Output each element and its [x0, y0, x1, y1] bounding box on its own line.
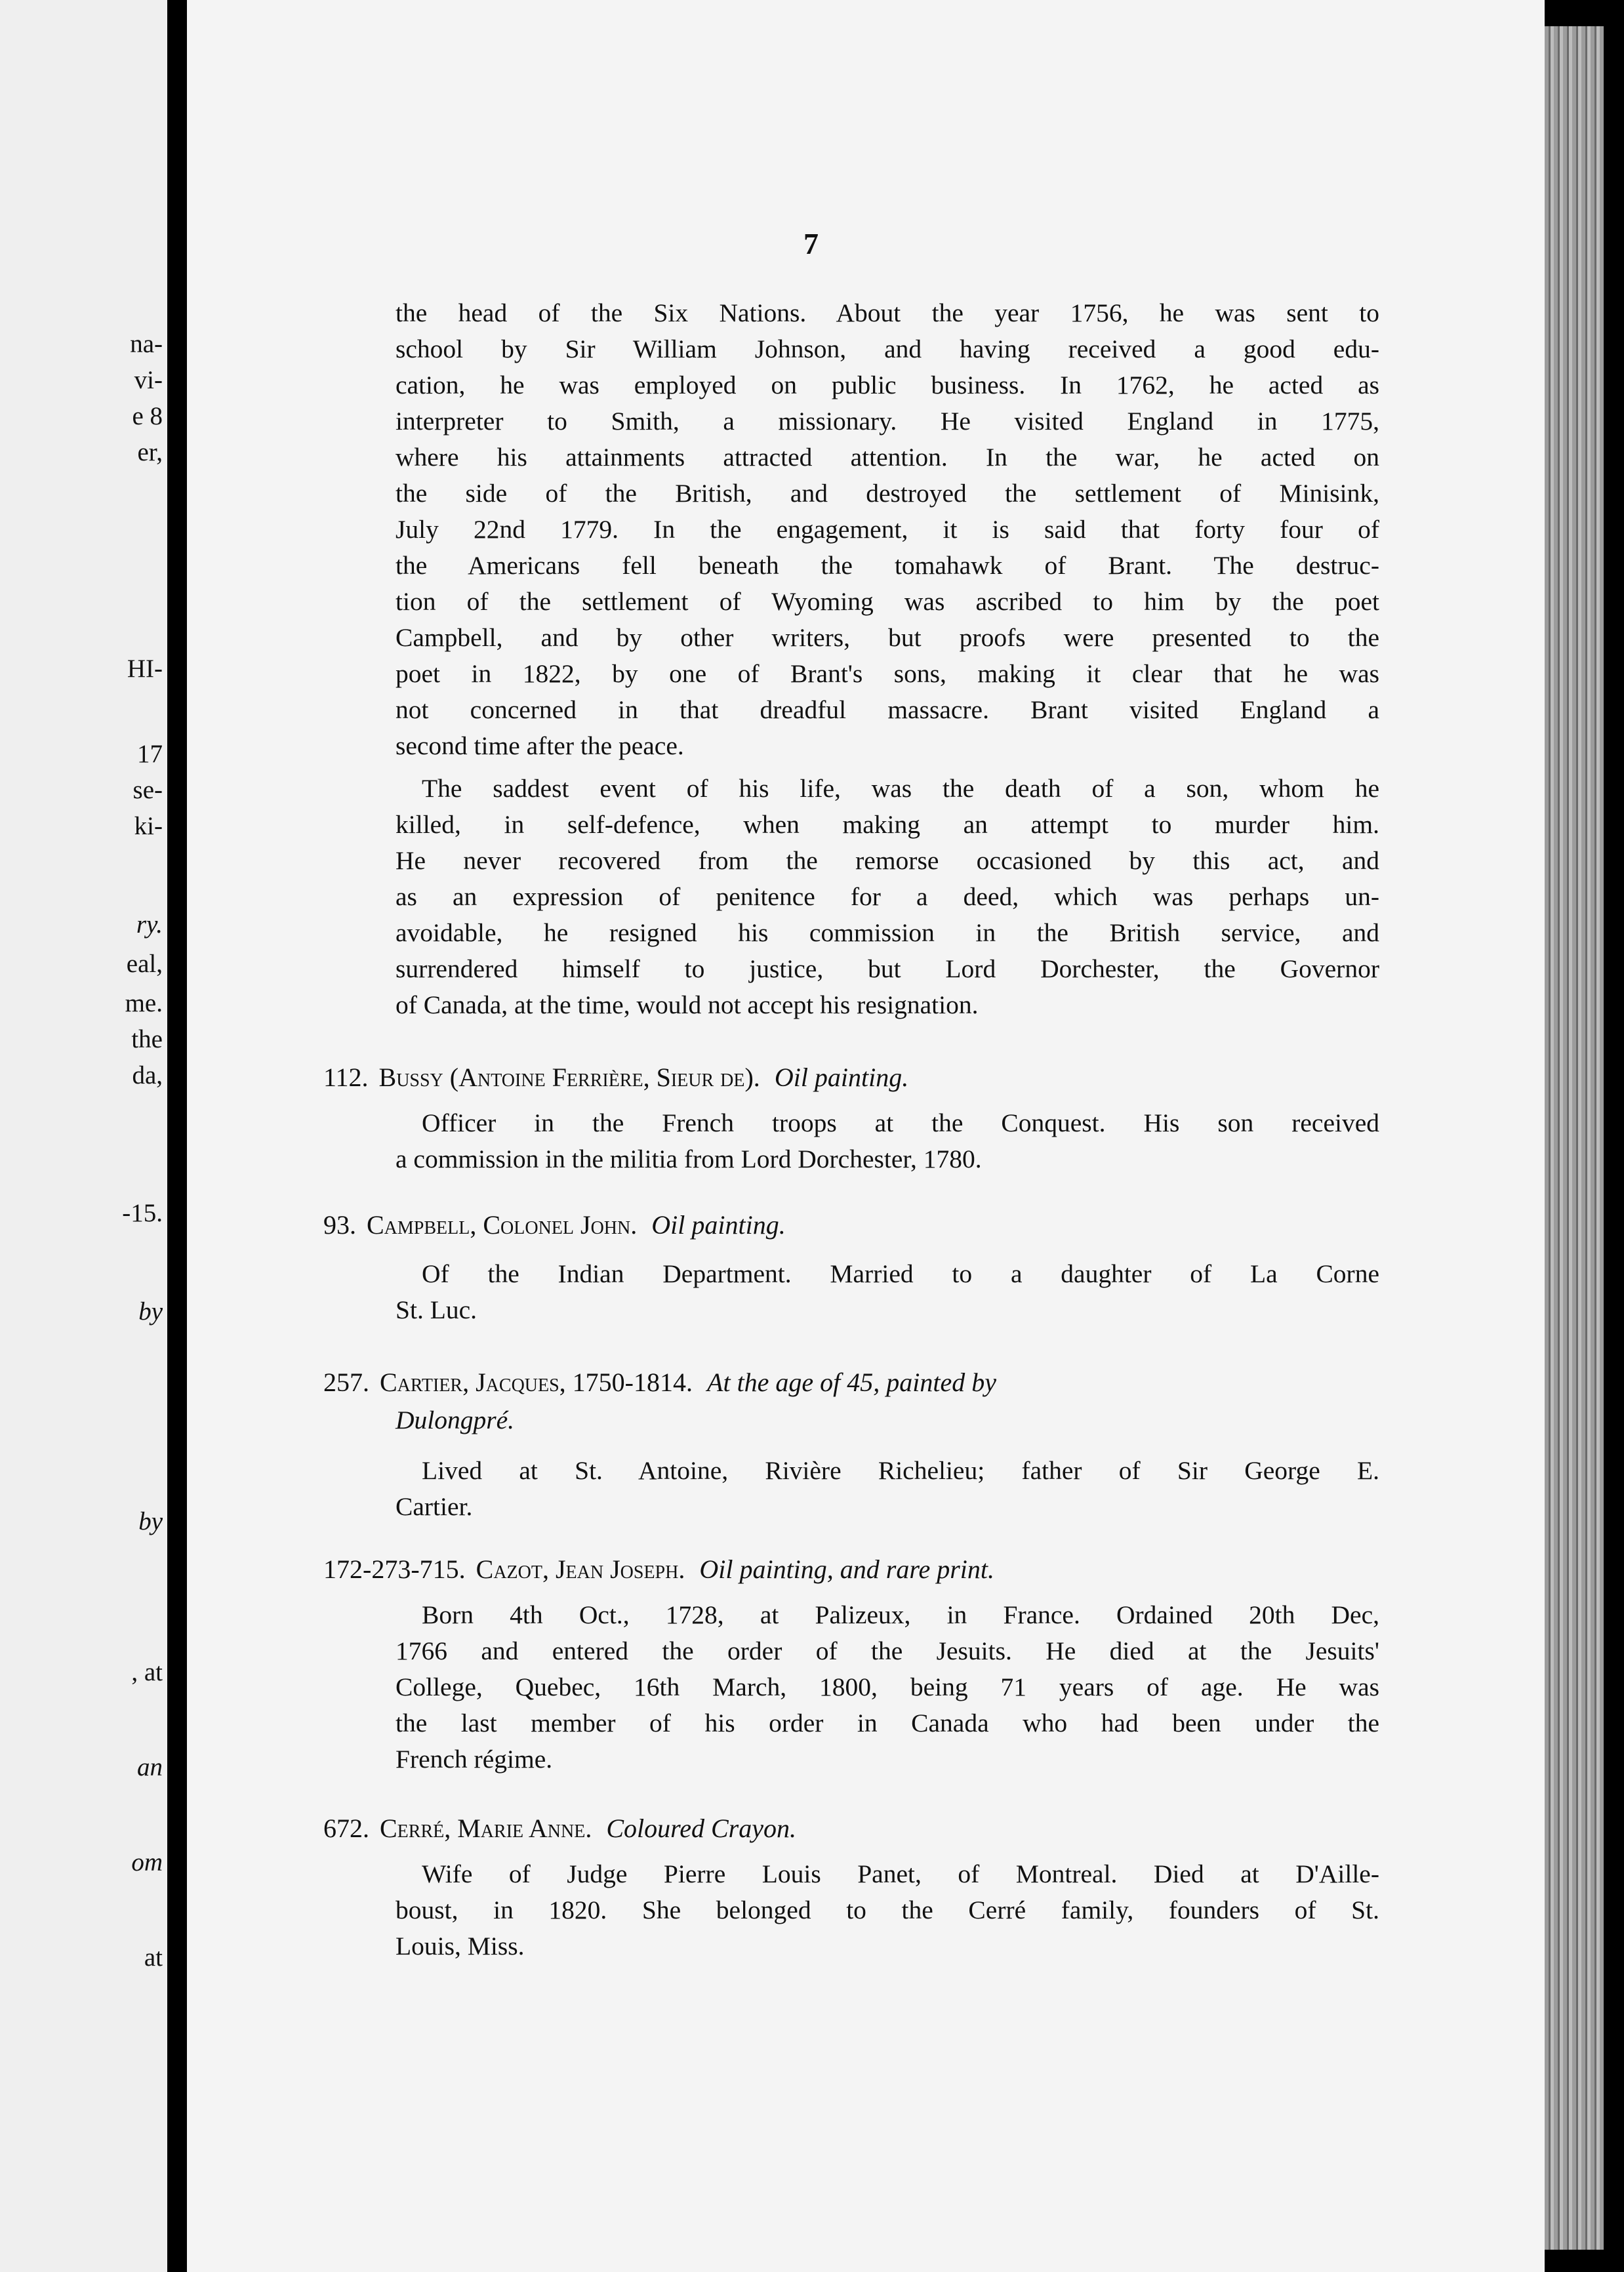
entry-name: Campbell, Colonel John.	[367, 1210, 638, 1240]
entry-text-line: French régime.	[396, 1745, 553, 1774]
facing-page-fragment	[0, 0, 167, 2272]
entry-heading	[323, 1364, 1379, 1400]
facing-page-text: vi-	[134, 366, 163, 394]
facing-page-text: the	[131, 1025, 163, 1053]
entry-heading	[323, 1810, 1379, 1846]
entry-heading	[323, 1059, 1379, 1095]
book-page	[187, 0, 1545, 2272]
facing-page-text: eal,	[126, 950, 163, 978]
text-line: killed, in self-defence, when making an attempt to murder him.	[396, 810, 1379, 839]
entry-text-line: boust, in 1820. She belonged to the Cerré family, founders of St.	[396, 1896, 1379, 1924]
text-line: He never recovered from the remorse occasioned by this act, and	[396, 846, 1379, 875]
text-line: the Americans fell beneath the tomahawk of Brant. The destruc-	[396, 551, 1379, 580]
facing-page-text: at	[144, 1943, 163, 1972]
entry-text-line: Wife of Judge Pierre Louis Panet, of Montreal. Died at D'Aille-	[422, 1859, 1379, 1888]
entry-number: 672.	[323, 1814, 369, 1843]
text-line: avoidable, he resigned his commission in the British service, and	[396, 918, 1379, 947]
facing-page-text: na-	[130, 330, 163, 358]
page-edges	[1545, 26, 1604, 2250]
text-line: poet in 1822, by one of Brant's sons, making it clear that he was	[396, 659, 1379, 688]
entry-text-line: Louis, Miss.	[396, 1932, 525, 1960]
text-line: Campbell, and by other writers, but proofs were presented to the	[396, 623, 1379, 652]
entry-text-line: Cartier.	[396, 1492, 473, 1521]
facing-page-text: se-	[132, 776, 163, 804]
text-line: the head of the Six Nations. About the year 1756, he was sent to	[396, 298, 1379, 327]
entry-medium: Coloured Crayon.	[606, 1814, 796, 1843]
entry-number: 257.	[323, 1368, 369, 1397]
facing-page-text: ry.	[136, 910, 163, 939]
facing-page-text: , at	[131, 1658, 163, 1686]
text-line: second time after the peace.	[396, 731, 684, 760]
entry-text-line: College, Quebec, 16th March, 1800, being 71 years of age. He was	[396, 1673, 1379, 1701]
text-line: of Canada, at the time, would not accept his resignation.	[396, 990, 979, 1019]
entry-medium: Oil painting.	[774, 1063, 909, 1092]
facing-page-text: er,	[137, 438, 163, 466]
text-line: cation, he was employed on public business. In 1762, he acted as	[396, 371, 1379, 399]
entry-name: Cazot, Jean Joseph.	[476, 1554, 685, 1584]
facing-page-text: by	[138, 1297, 163, 1326]
entry-medium: Oil painting, and rare print.	[699, 1554, 994, 1584]
text-line: school by Sir William Johnson, and having received a good edu-	[396, 335, 1379, 363]
entry-name: Bussy (Antoine Ferrière, Sieur de).	[378, 1063, 760, 1092]
entry-text-line: 1766 and entered the order of the Jesuits. He died at the Jesuits'	[396, 1636, 1379, 1665]
text-line: interpreter to Smith, a missionary. He visited England in 1775,	[396, 407, 1379, 436]
text-line: the side of the British, and destroyed the settlement of Minisink,	[396, 479, 1379, 508]
facing-page-text: HI-	[127, 655, 163, 683]
entry-text-line: Lived at St. Antoine, Rivière Richelieu; father of Sir George E.	[422, 1456, 1379, 1485]
facing-page-text: 17	[137, 740, 163, 768]
facing-page-text: da,	[132, 1061, 163, 1089]
text-line: tion of the settlement of Wyoming was ascribed to him by the poet	[396, 587, 1379, 616]
facing-page-text: e 8	[132, 402, 163, 430]
entry-heading	[323, 1207, 1379, 1243]
entry-text-line: a commission in the militia from Lord Dorchester, 1780.	[396, 1145, 982, 1173]
text-line: not concerned in that dreadful massacre. Brant visited England a	[396, 695, 1379, 724]
facing-page-text: by	[138, 1507, 163, 1535]
entry-text-line: the last member of his order in Canada who had been under the	[396, 1709, 1379, 1737]
book-gutter	[167, 0, 187, 2272]
entry-text-line: Of the Indian Department. Married to a daughter of La Corne	[422, 1259, 1379, 1288]
text-line: July 22nd 1779. In the engagement, it is said that forty four of	[396, 515, 1379, 544]
entry-text-line: Officer in the French troops at the Conquest. His son received	[422, 1108, 1379, 1137]
text-line: The saddest event of his life, was the death of a son, whom he	[422, 774, 1379, 803]
entry-text-line: St. Luc.	[396, 1295, 477, 1324]
text-line: where his attainments attracted attention. In the war, he acted on	[396, 443, 1379, 472]
entry-name: Cerré, Marie Anne.	[380, 1814, 592, 1843]
entry-number: 93.	[323, 1210, 356, 1240]
facing-page-text: om	[131, 1848, 163, 1876]
entry-number: 172-273-715.	[323, 1554, 466, 1584]
entry-number: 112.	[323, 1063, 369, 1092]
facing-page-text: me.	[125, 989, 163, 1017]
facing-page-text: an	[137, 1753, 163, 1781]
entry-medium-continued: Dulongpré.	[396, 1406, 515, 1434]
entry-name: Cartier, Jacques, 1750-1814.	[380, 1368, 693, 1397]
entry-medium: At the age of 45, painted by	[707, 1368, 997, 1397]
facing-page-text: ki-	[134, 812, 163, 840]
entry-heading	[323, 1551, 1379, 1587]
facing-page-text: -15.	[122, 1199, 163, 1227]
page-number: 7	[803, 227, 819, 260]
entry-text-line: Born 4th Oct., 1728, at Palizeux, in France. Ordained 20th Dec,	[422, 1600, 1379, 1629]
entry-medium: Oil painting.	[651, 1210, 786, 1240]
text-line: surrendered himself to justice, but Lord Dorchester, the Governor	[396, 954, 1379, 983]
text-line: as an expression of penitence for a deed, which was perhaps un-	[396, 882, 1379, 911]
